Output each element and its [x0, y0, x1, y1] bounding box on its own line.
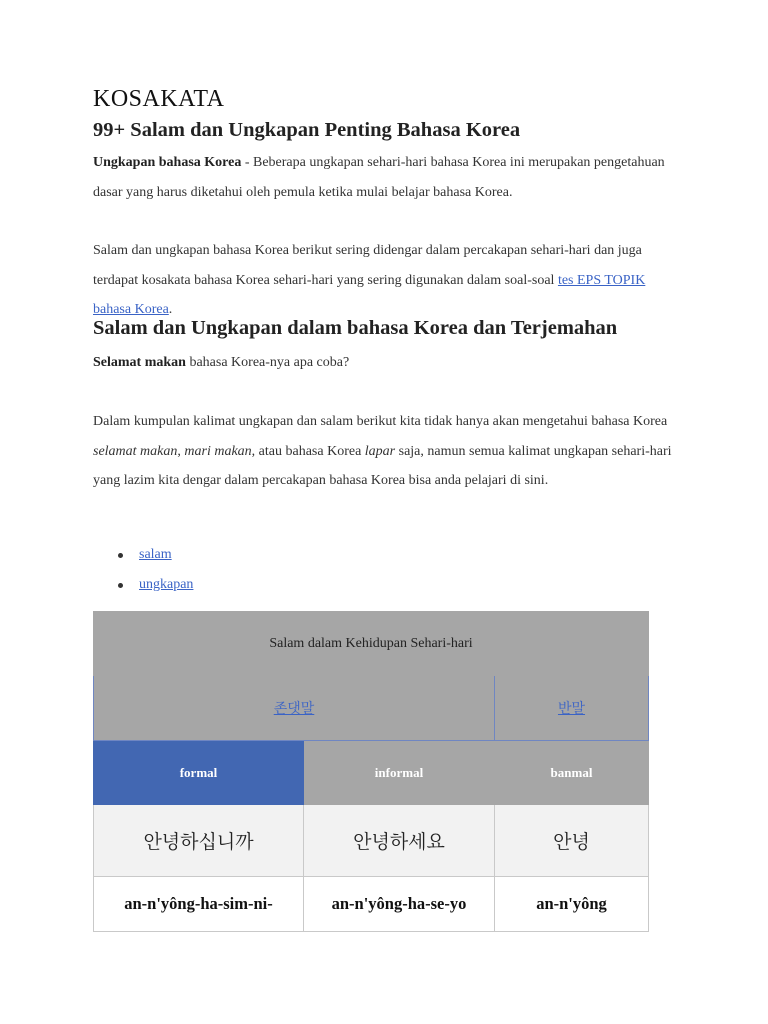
- banmal-link[interactable]: 반말: [557, 702, 586, 717]
- table-caption: Salam dalam Kehidupan Sehari-hari: [94, 612, 649, 676]
- ungkapan-link[interactable]: ungkapan: [139, 577, 194, 592]
- sub-header-formal: formal: [94, 741, 304, 805]
- jondaemal-link[interactable]: 존댓말: [273, 702, 315, 717]
- list-item: [93, 570, 193, 600]
- hangul-formal: 안녕하십니까: [94, 805, 304, 877]
- list-item: [93, 540, 193, 570]
- category-label[interactable]: KOSAKATA: [93, 86, 225, 112]
- desc-italic-2: mari makan: [184, 443, 252, 459]
- group-header-formal: [94, 676, 495, 741]
- salam-link[interactable]: salam: [139, 547, 172, 562]
- description-paragraph: [93, 407, 683, 496]
- desc-text-1: Dalam kumpulan kalimat ungkapan dan salam berikut kita tidak hanya akan mengetahui bahasa Korea: [93, 414, 668, 429]
- intro-bold: Ungkapan bahasa Korea: [93, 155, 242, 170]
- eps-paragraph: [93, 236, 683, 325]
- intro-text: - Beberapa ungkapan sehari-hari bahasa Korea ini merupakan pengetahuan dasar yang harus diketahui oleh pemula ketika mulai belajar bahasa Korea.: [93, 155, 665, 200]
- desc-italic-1: selamat makan: [93, 443, 178, 459]
- question-text: bahasa Korea-nya apa coba?: [185, 355, 350, 370]
- eps-topik-link[interactable]: tes EPS TOPIK bahasa Korea: [93, 272, 646, 317]
- intro-paragraph: [93, 148, 683, 207]
- section-heading: Salam dan Ungkapan dalam bahasa Korea dan Terjemahan: [93, 317, 618, 339]
- desc-text-4: saja, namun semua kalimat ungkapan sehari-hari yang lazim kita dengar dalam percakapan bahasa Korea bisa anda pelajari di sini.: [93, 443, 672, 488]
- roman-formal: an-n'yông-ha-sim-ni-: [94, 877, 304, 932]
- roman-banmal: an-n'yông: [495, 877, 649, 932]
- eps-text: Salam dan ungkapan bahasa Korea berikut sering didengar dalam percakapan sehari-hari dan juga terdapat kosakata bahasa Korea sehari-hari yang sering digunakan dalam soal-soal: [93, 243, 642, 288]
- article-title: 99+ Salam dan Ungkapan Penting Bahasa Korea: [93, 119, 521, 141]
- sub-header-informal: informal: [304, 741, 495, 805]
- hangul-informal: 안녕하세요: [304, 805, 495, 877]
- desc-text-3: , atau bahasa Korea: [251, 443, 365, 459]
- group-header-banmal: [495, 676, 649, 741]
- desc-italic-3: lapar: [364, 443, 396, 459]
- greeting-table: [93, 611, 649, 932]
- question-paragraph: [93, 348, 683, 378]
- hangul-banmal: 안녕: [495, 805, 649, 877]
- roman-informal: an-n'yông-ha-se-yo: [304, 877, 495, 932]
- eps-end: .: [168, 302, 173, 317]
- topic-list: [93, 540, 193, 600]
- question-bold: Selamat makan: [93, 355, 186, 370]
- desc-text-2: ,: [177, 443, 185, 459]
- sub-header-banmal: banmal: [495, 741, 649, 805]
